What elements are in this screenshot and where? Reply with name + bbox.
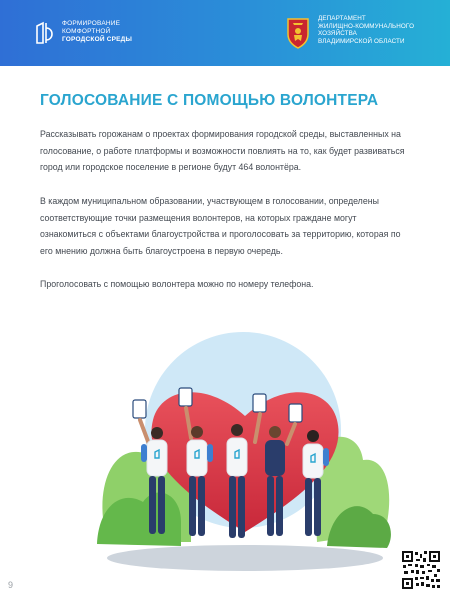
right-brand-line: ВЛАДИМИРСКОЙ ОБЛАСТИ — [318, 37, 405, 45]
right-brand-line: ЖИЛИЩНО-КОММУНАЛЬНОГО — [318, 22, 415, 30]
left-brand-text — [62, 20, 172, 44]
komfortnaya-sreda-logo-icon — [34, 20, 56, 46]
qr-code-icon[interactable] — [401, 550, 441, 590]
paragraph-phone: Проголосовать с помощью волонтера можно по номеру телефона. — [40, 279, 314, 289]
paragraph-volunteers: Рассказывать горожанам о проектах формирования городской среды, выставленных на голосование, о работе платформы и возможности повлиять на то, как будет развиваться город или городское поселение в регионе будут 464 волонтёра. — [40, 129, 405, 172]
left-brand-line: ФОРМИРОВАНИЕ — [62, 20, 121, 27]
right-brand-line: ХОЗЯЙСТВА — [318, 30, 357, 38]
right-brand-text — [318, 15, 438, 45]
left-brand-line: ГОРОДСКОЙ СРЕДЫ — [62, 36, 133, 43]
page-title: ГОЛОСОВАНИЕ С ПОМОЩЬЮ ВОЛОНТЕРА — [40, 92, 379, 109]
volunteers-with-heart-illustration — [95, 332, 395, 574]
right-brand-line: ДЕПАРТАМЕНТ — [318, 15, 366, 22]
page-header — [0, 0, 450, 66]
page-number: 9 — [8, 580, 14, 590]
vladimir-coat-of-arms-icon — [284, 16, 312, 50]
left-brand-line: КОМФОРТНОЙ — [62, 28, 111, 35]
paragraph-locations: В каждом муниципальном образовании, участвующем в голосовании, определены соответствующие точки размещения волонтеров, на которых граждане могут ознакомиться с объектами благоустройства и проголосовать за территорию, которая по его мнению должна быть благоустроена в первую очередь. — [40, 196, 401, 256]
